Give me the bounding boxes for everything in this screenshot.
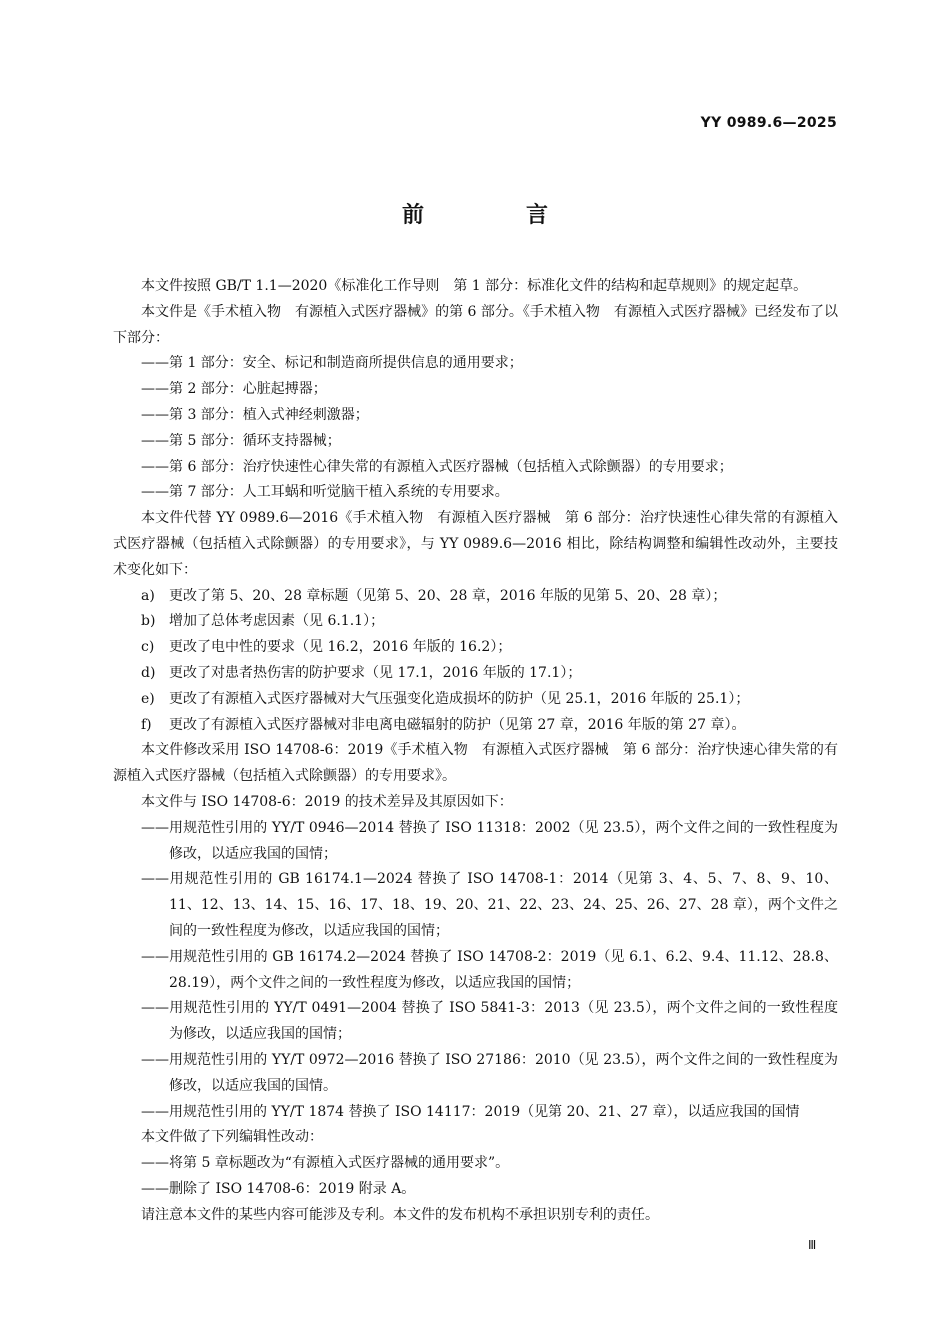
part-list-item: ——第 6 部分：治疗快速性心律失常的有源植入式医疗器械（包括植入式除颤器）的专用要求； — [141, 458, 733, 475]
list-marker: d) — [141, 664, 156, 681]
change-text: 更改了有源植入式医疗器械对非电离电磁辐射的防护（见第 27 章，2016 年版的第 27 章）。 — [169, 716, 746, 733]
change-text: 更改了对患者热伤害的防护要求（见 17.1，2016 年版的 17.1）； — [169, 664, 582, 681]
standard-code: YY 0989.6—2025 — [700, 115, 837, 131]
page-number: Ⅲ — [808, 1238, 817, 1252]
part-list-item: ——第 7 部分：人工耳蜗和听觉脑干植入系统的专用要求。 — [141, 484, 509, 501]
change-list-item — [113, 609, 838, 635]
paragraph-editorial-intro: 本文件做了下列编辑性改动： — [141, 1129, 323, 1146]
change-list-item — [113, 713, 838, 739]
change-list-item — [113, 687, 838, 713]
editorial-list-item: ——将第 5 章标题改为“有源植入式医疗器械的通用要求”。 — [141, 1155, 510, 1172]
list-marker: a) — [141, 587, 155, 604]
change-list-item — [113, 635, 838, 661]
difference-list-item: ——用规范性引用的 GB 16174.2—2024 替换了 ISO 14708-2：2019（见 6.1、6.2、9.4、11.12、28.8、28.19），两个文件之间的一致性程度为修改，以适应我国的国情； — [141, 948, 838, 991]
list-marker: c) — [141, 639, 155, 656]
paragraph-drafting-basis: 本文件按照 GB/T 1.1—2020《标准化工作导则 第 1 部分：标准化文件的结构和起草规则》的规定起草。 — [141, 278, 808, 294]
list-marker: b) — [141, 613, 156, 630]
foreword-body — [113, 274, 838, 1228]
change-text: 增加了总体考虑因素（见 6.1.1）； — [169, 613, 385, 630]
part-list-item: ——第 3 部分：植入式神经刺激器； — [141, 406, 369, 423]
editorial-list-item: ——删除了 ISO 14708-6：2019 附录 A。 — [141, 1180, 416, 1197]
change-text: 更改了电中性的要求（见 16.2，2016 年版的 16.2）； — [169, 639, 512, 656]
change-list-item — [113, 661, 838, 687]
change-text: 更改了第 5、20、28 章标题（见第 5、20、28 章，2016 年版的见第 5、20、28 章）； — [169, 587, 727, 604]
difference-list-item: ——用规范性引用的 GB 16174.1—2024 替换了 ISO 14708-1：2014（见第 3、4、5、7、8、9、10、11、12、13、14、15、16、17、18、19、20、21、22、23、24、25、26、27、28 章），两个文件之间的一致性程度为修改，以适应我国的国情； — [141, 871, 838, 939]
paragraph-replacement: 本文件代替 YY 0989.6—2016《手术植入物 有源植入医疗器械 第 6 部分：治疗快速性心律失常的有源植入式医疗器械（包括植入式除颤器）的专用要求》，与 YY 0989.6—2016 相比，除结构调整和编辑性改动外，主要技术变化如下： — [113, 510, 838, 578]
part-list-item: ——第 1 部分：安全、标记和制造商所提供信息的通用要求； — [141, 355, 523, 372]
paragraph-patent-notice: 请注意本文件的某些内容可能涉及专利。本文件的发布机构不承担识别专利的责任。 — [141, 1206, 659, 1223]
difference-list-item: ——用规范性引用的 YY/T 0946—2014 替换了 ISO 11318：2002（见 23.5），两个文件之间的一致性程度为修改，以适应我国的国情； — [141, 819, 838, 862]
change-list-item — [113, 584, 838, 610]
difference-list-item: ——用规范性引用的 YY/T 1874 替换了 ISO 14117：2019（见第 20、21、27 章），以适应我国的国情 — [141, 1103, 800, 1120]
paragraph-differences-intro: 本文件与 ISO 14708-6：2019 的技术差异及其原因如下： — [141, 793, 513, 810]
difference-list-item: ——用规范性引用的 YY/T 0491—2004 替换了 ISO 5841-3：2013（见 23.5），两个文件之间的一致性程度为修改，以适应我国的国情； — [141, 1000, 838, 1043]
change-text: 更改了有源植入式医疗器械对大气压强变化造成损坏的防护（见 25.1，2016 年版的 25.1）； — [169, 690, 750, 707]
part-list-item: ——第 5 部分：循环支持器械； — [141, 432, 341, 449]
difference-list-item: ——用规范性引用的 YY/T 0972—2016 替换了 ISO 27186：2010（见 23.5），两个文件之间的一致性程度为修改，以适应我国的国情。 — [141, 1051, 838, 1094]
page-title: 前 言 — [401, 203, 588, 228]
paragraph-series-intro: 本文件是《手术植入物 有源植入式医疗器械》的第 6 部分。《手术植入物 有源植入式医疗器械》已经发布了以下部分： — [113, 303, 838, 346]
list-marker: f) — [141, 716, 152, 733]
part-list-item: ——第 2 部分：心脏起搏器； — [141, 381, 327, 398]
list-marker: e) — [141, 690, 155, 707]
paragraph-adoption: 本文件修改采用 ISO 14708-6：2019《手术植入物 有源植入式医疗器械 第 6 部分：治疗快速心律失常的有源植入式医疗器械（包括植入式除颤器）的专用要求》。 — [113, 742, 838, 785]
